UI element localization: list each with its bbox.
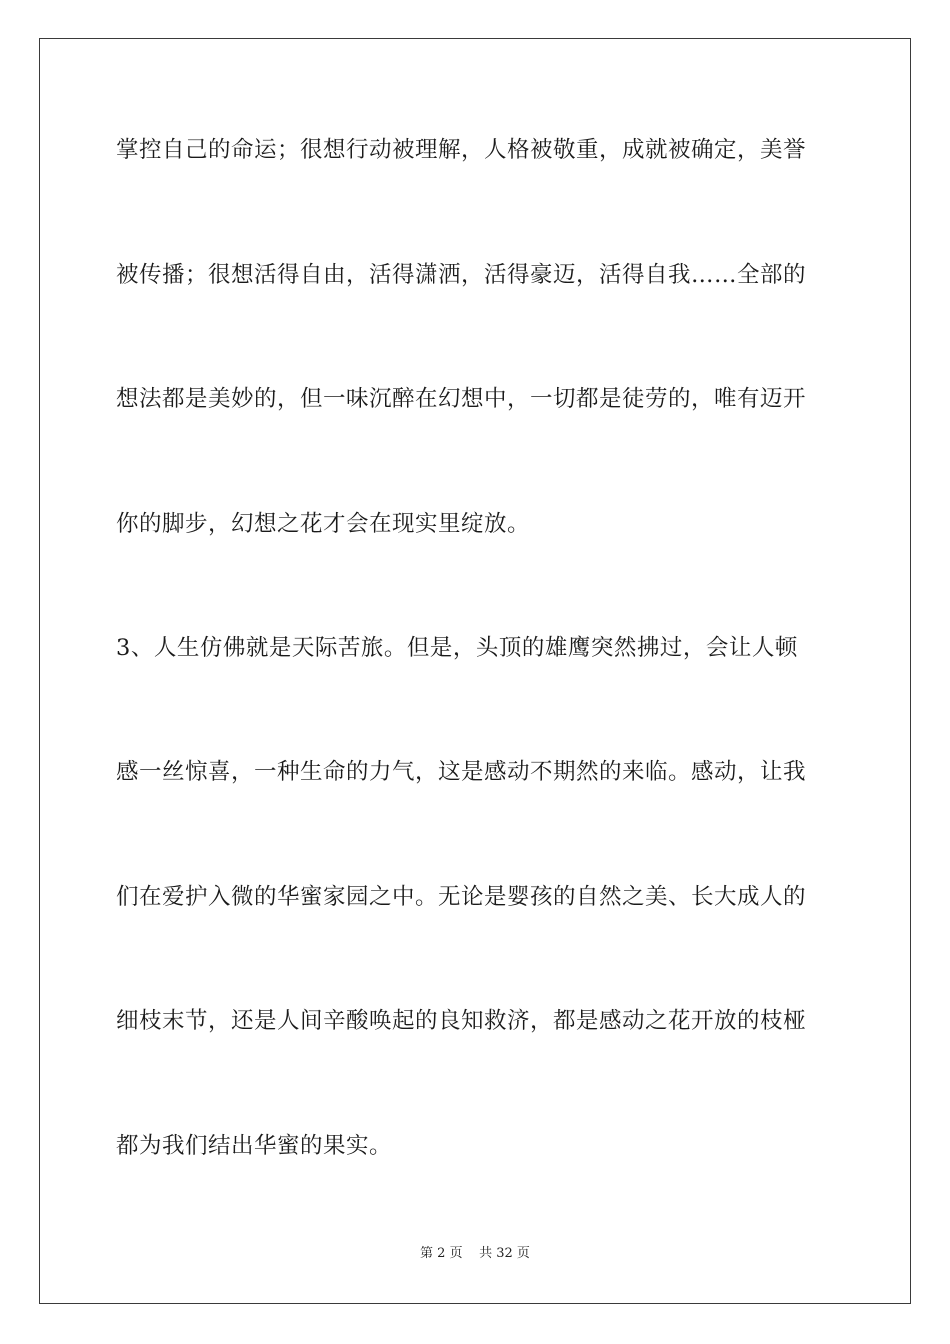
body-text-line: 们在爱护入微的华蜜家园之中。无论是婴孩的自然之美、长大成人的 bbox=[116, 884, 807, 910]
body-text-line: 细枝末节，还是人间辛酸唤起的良知救济，都是感动之花开放的枝桠 bbox=[116, 1008, 807, 1034]
body-text-line: 都为我们结出华蜜的果实。 bbox=[116, 1133, 393, 1159]
body-text-line: 被传播；很想活得自由，活得潇洒，活得豪迈，活得自我……全部的 bbox=[116, 262, 807, 288]
body-text-line: 你的脚步，幻想之花才会在现实里绽放。 bbox=[116, 511, 531, 537]
body-text-line: 感一丝惊喜，一种生命的力气，这是感动不期然的来临。感动，让我 bbox=[116, 759, 807, 785]
body-text-line: 3、人生仿佛就是天际苦旅。但是，头顶的雄鹰突然拂过，会让人顿 bbox=[116, 635, 798, 661]
page-total: 共 32 页 bbox=[479, 1246, 530, 1261]
body-text-line: 掌控自己的命运；很想行动被理解，人格被敬重，成就被确定，美誉 bbox=[116, 137, 807, 163]
body-text-line: 想法都是美妙的，但一味沉醉在幻想中，一切都是徒劳的，唯有迈开 bbox=[116, 386, 807, 412]
page-border bbox=[39, 38, 911, 1304]
page-footer bbox=[0, 1245, 950, 1263]
page-number: 第 2 页 bbox=[420, 1246, 463, 1261]
